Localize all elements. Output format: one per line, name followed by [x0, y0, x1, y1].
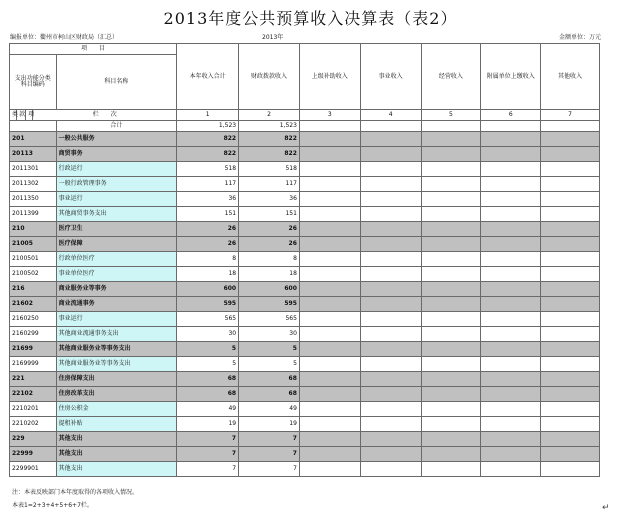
col-number-7: 7: [541, 110, 600, 121]
col-number-1: 1: [177, 110, 239, 121]
row-value-1: 68: [177, 372, 239, 387]
row-value-4: [360, 147, 421, 162]
row-value-2: 600: [239, 282, 300, 297]
row-value-4: [360, 267, 421, 282]
total-value-1: 1,523: [177, 121, 239, 132]
row-value-7: [541, 132, 600, 147]
row-value-7: [541, 252, 600, 267]
row-value-6: [481, 267, 541, 282]
row-code: 2100502: [10, 267, 57, 282]
row-name: 事业单位医疗: [56, 267, 177, 282]
row-name: 事业运行: [56, 192, 177, 207]
project-header: 项 目: [10, 44, 177, 55]
row-value-5: [421, 432, 481, 447]
col-header-6: 附属单位上缴收入: [481, 44, 541, 110]
name-header: 科目名称: [56, 55, 177, 110]
total-label: 合计: [56, 121, 177, 132]
row-code: 21699: [10, 342, 57, 357]
row-name: 其他支出: [56, 462, 177, 477]
row-code: 2210202: [10, 417, 57, 432]
row-value-3: [299, 207, 360, 222]
row-value-7: [541, 237, 600, 252]
row-value-4: [360, 297, 421, 312]
row-value-2: 7: [239, 447, 300, 462]
row-value-6: [481, 192, 541, 207]
table-row: [10, 192, 600, 207]
row-value-7: [541, 297, 600, 312]
col-number-2: 2: [239, 110, 300, 121]
row-value-7: [541, 387, 600, 402]
row-value-2: 36: [239, 192, 300, 207]
row-value-3: [299, 447, 360, 462]
row-name: 事业运行: [56, 312, 177, 327]
row-value-1: 36: [177, 192, 239, 207]
row-value-6: [481, 327, 541, 342]
level-xiang: 项: [26, 110, 33, 121]
table-row: [10, 402, 600, 417]
total-value-3: [299, 121, 360, 132]
row-value-2: 822: [239, 132, 300, 147]
header-row-project: [10, 44, 600, 55]
row-name: 住房改革支出: [56, 387, 177, 402]
row-value-2: 595: [239, 297, 300, 312]
row-value-4: [360, 372, 421, 387]
row-value-6: [481, 222, 541, 237]
row-name: 医疗保障: [56, 237, 177, 252]
row-value-7: [541, 402, 600, 417]
row-value-2: 18: [239, 267, 300, 282]
row-value-3: [299, 252, 360, 267]
row-value-1: 19: [177, 417, 239, 432]
col-header-7: 其他收入: [541, 44, 600, 110]
row-code: 2011350: [10, 192, 57, 207]
row-value-6: [481, 162, 541, 177]
table-row: [10, 207, 600, 222]
row-value-3: [299, 402, 360, 417]
row-name: 提租补贴: [56, 417, 177, 432]
table-row: [10, 447, 600, 462]
row-code: 2299901: [10, 462, 57, 477]
col-header-3: 上级补助收入: [299, 44, 360, 110]
row-value-3: [299, 132, 360, 147]
row-value-2: 117: [239, 177, 300, 192]
row-value-3: [299, 432, 360, 447]
row-value-4: [360, 207, 421, 222]
row-value-5: [421, 357, 481, 372]
row-value-5: [421, 207, 481, 222]
row-code: 210: [10, 222, 57, 237]
row-code: 2011301: [10, 162, 57, 177]
row-name: 其他支出: [56, 447, 177, 462]
row-name: 商业流通事务: [56, 297, 177, 312]
row-value-5: [421, 252, 481, 267]
table-row: [10, 267, 600, 282]
row-value-2: 518: [239, 162, 300, 177]
row-value-6: [481, 312, 541, 327]
row-value-6: [481, 237, 541, 252]
row-value-6: [481, 177, 541, 192]
row-value-1: 68: [177, 387, 239, 402]
row-value-7: [541, 357, 600, 372]
row-value-3: [299, 192, 360, 207]
header-row-levels: [10, 110, 600, 121]
row-value-4: [360, 162, 421, 177]
table-row: [10, 282, 600, 297]
row-value-7: [541, 372, 600, 387]
table-row: [10, 132, 600, 147]
row-value-2: 30: [239, 327, 300, 342]
row-value-7: [541, 432, 600, 447]
col-number-5: 5: [421, 110, 481, 121]
row-value-4: [360, 132, 421, 147]
row-name: 其他商业流通事务支出: [56, 327, 177, 342]
row-value-1: 26: [177, 222, 239, 237]
row-value-2: 49: [239, 402, 300, 417]
row-value-6: [481, 342, 541, 357]
table-row: [10, 147, 600, 162]
row-value-2: 151: [239, 207, 300, 222]
col-number-3: 3: [299, 110, 360, 121]
row-code: 2210201: [10, 402, 57, 417]
row-name: 商业服务业等事务: [56, 282, 177, 297]
row-value-1: 49: [177, 402, 239, 417]
total-value-6: [481, 121, 541, 132]
row-value-4: [360, 462, 421, 477]
row-value-2: 565: [239, 312, 300, 327]
table-row: [10, 387, 600, 402]
row-value-7: [541, 342, 600, 357]
row-value-1: 26: [177, 237, 239, 252]
row-value-7: [541, 162, 600, 177]
row-value-1: 518: [177, 162, 239, 177]
row-value-6: [481, 387, 541, 402]
total-row: [10, 121, 600, 132]
row-value-3: [299, 327, 360, 342]
row-value-5: [421, 402, 481, 417]
row-value-5: [421, 282, 481, 297]
amount-unit: 金额单位：万元: [558, 34, 601, 41]
col-number-6: 6: [481, 110, 541, 121]
row-code: 2169999: [10, 357, 57, 372]
row-value-1: 151: [177, 207, 239, 222]
row-value-5: [421, 372, 481, 387]
row-value-6: [481, 372, 541, 387]
row-value-3: [299, 162, 360, 177]
row-value-3: [299, 417, 360, 432]
report-year: 2013年: [262, 34, 284, 41]
row-value-5: [421, 132, 481, 147]
row-value-5: [421, 447, 481, 462]
row-value-7: [541, 192, 600, 207]
footer-note-2: 本表1=2+3+4+5+6+7栏。: [12, 502, 93, 509]
row-name: 商贸事务: [56, 147, 177, 162]
row-name: 住房保障支出: [56, 372, 177, 387]
row-name: 其他商业服务业等事务支出: [56, 342, 177, 357]
col-header-1: 本年收入合计: [177, 44, 239, 110]
row-value-1: 5: [177, 342, 239, 357]
table-row: [10, 297, 600, 312]
table-body: [10, 44, 600, 477]
row-value-4: [360, 282, 421, 297]
table-row: [10, 327, 600, 342]
row-value-2: 26: [239, 237, 300, 252]
row-value-3: [299, 462, 360, 477]
row-value-3: [299, 237, 360, 252]
row-value-3: [299, 297, 360, 312]
table-row: [10, 177, 600, 192]
total-value-7: [541, 121, 600, 132]
row-value-5: [421, 177, 481, 192]
row-name: 医疗卫生: [56, 222, 177, 237]
row-value-5: [421, 147, 481, 162]
row-value-4: [360, 342, 421, 357]
row-value-7: [541, 462, 600, 477]
row-code: 221: [10, 372, 57, 387]
row-value-7: [541, 282, 600, 297]
row-value-4: [360, 432, 421, 447]
total-value-5: [421, 121, 481, 132]
row-value-5: [421, 342, 481, 357]
paragraph-mark-icon: ↵: [602, 503, 610, 513]
row-value-1: 600: [177, 282, 239, 297]
table-row: [10, 312, 600, 327]
row-name: 行政运行: [56, 162, 177, 177]
row-code: 2011302: [10, 177, 57, 192]
row-value-2: 8: [239, 252, 300, 267]
row-value-5: [421, 237, 481, 252]
row-code: 2011399: [10, 207, 57, 222]
row-index-label: 栏 次: [33, 110, 177, 121]
code-header: 支出功能分类科目编码: [10, 55, 57, 110]
col-header-5: 经营收入: [421, 44, 481, 110]
row-name: 其他支出: [56, 432, 177, 447]
row-value-7: [541, 177, 600, 192]
row-value-1: 117: [177, 177, 239, 192]
col-header-4: 事业收入: [360, 44, 421, 110]
row-value-1: 8: [177, 252, 239, 267]
row-value-3: [299, 147, 360, 162]
row-value-5: [421, 327, 481, 342]
row-value-2: 822: [239, 147, 300, 162]
row-value-1: 565: [177, 312, 239, 327]
row-value-7: [541, 417, 600, 432]
row-code: 21005: [10, 237, 57, 252]
table-row: [10, 372, 600, 387]
row-value-3: [299, 312, 360, 327]
row-value-1: 30: [177, 327, 239, 342]
row-code: 2160299: [10, 327, 57, 342]
row-code: 2160250: [10, 312, 57, 327]
row-code: 20113: [10, 147, 57, 162]
row-value-4: [360, 312, 421, 327]
row-value-3: [299, 387, 360, 402]
row-value-6: [481, 357, 541, 372]
row-value-3: [299, 282, 360, 297]
row-value-5: [421, 417, 481, 432]
row-code: 216: [10, 282, 57, 297]
row-value-3: [299, 357, 360, 372]
row-value-5: [421, 462, 481, 477]
table-row: [10, 162, 600, 177]
row-value-1: 7: [177, 462, 239, 477]
table-row: [10, 357, 600, 372]
row-value-7: [541, 207, 600, 222]
row-value-7: [541, 267, 600, 282]
row-code: 2100501: [10, 252, 57, 267]
row-value-3: [299, 222, 360, 237]
row-value-2: 68: [239, 387, 300, 402]
reporting-unit: 编报单位：衢州市柯山区财政局（汇总）: [10, 34, 119, 41]
row-value-4: [360, 222, 421, 237]
row-value-2: 7: [239, 432, 300, 447]
row-value-3: [299, 342, 360, 357]
row-value-5: [421, 162, 481, 177]
row-value-2: 5: [239, 342, 300, 357]
row-value-5: [421, 387, 481, 402]
level-lei: 类: [10, 110, 17, 121]
footer-note-1: 注：本表反映部门本年度取得的各项收入情况。: [12, 489, 139, 496]
revenue-table: [9, 43, 600, 477]
row-value-5: [421, 267, 481, 282]
table-row: [10, 417, 600, 432]
row-value-6: [481, 432, 541, 447]
col-header-2: 财政拨款收入: [239, 44, 300, 110]
row-name: 其他商贸事务支出: [56, 207, 177, 222]
row-value-4: [360, 192, 421, 207]
row-code: 22102: [10, 387, 57, 402]
row-value-6: [481, 282, 541, 297]
row-value-6: [481, 252, 541, 267]
total-value-2: 1,523: [239, 121, 300, 132]
row-value-7: [541, 147, 600, 162]
row-value-4: [360, 357, 421, 372]
row-value-7: [541, 447, 600, 462]
row-value-2: 26: [239, 222, 300, 237]
row-code: 22999: [10, 447, 57, 462]
row-value-6: [481, 147, 541, 162]
level-kuan: 款: [17, 110, 26, 121]
row-value-1: 7: [177, 447, 239, 462]
row-value-2: 7: [239, 462, 300, 477]
row-value-7: [541, 312, 600, 327]
row-value-4: [360, 177, 421, 192]
row-value-1: 822: [177, 132, 239, 147]
row-value-6: [481, 447, 541, 462]
row-code: 229: [10, 432, 57, 447]
row-value-6: [481, 132, 541, 147]
row-value-3: [299, 177, 360, 192]
row-value-1: 18: [177, 267, 239, 282]
row-value-2: 19: [239, 417, 300, 432]
row-value-2: 68: [239, 372, 300, 387]
row-name: 一般行政管理事务: [56, 177, 177, 192]
row-value-6: [481, 462, 541, 477]
row-name: 一般公共服务: [56, 132, 177, 147]
row-name: 行政单位医疗: [56, 252, 177, 267]
row-value-5: [421, 312, 481, 327]
row-value-3: [299, 372, 360, 387]
row-code: 21602: [10, 297, 57, 312]
row-value-5: [421, 222, 481, 237]
row-value-4: [360, 327, 421, 342]
row-value-5: [421, 192, 481, 207]
report-title: 2013年度公共预算收入决算表（表2）: [163, 9, 458, 28]
table-row: [10, 237, 600, 252]
row-value-7: [541, 222, 600, 237]
table-row: [10, 222, 600, 237]
table-row: [10, 462, 600, 477]
total-value-4: [360, 121, 421, 132]
row-code: 201: [10, 132, 57, 147]
table-row: [10, 342, 600, 357]
row-value-4: [360, 387, 421, 402]
row-value-1: 5: [177, 357, 239, 372]
row-value-4: [360, 402, 421, 417]
row-value-6: [481, 417, 541, 432]
row-value-7: [541, 327, 600, 342]
row-value-4: [360, 237, 421, 252]
row-name: 住房公积金: [56, 402, 177, 417]
row-value-3: [299, 267, 360, 282]
table-row: [10, 432, 600, 447]
row-value-4: [360, 417, 421, 432]
row-name: 其他商业服务业等事务支出: [56, 357, 177, 372]
row-value-6: [481, 402, 541, 417]
row-value-4: [360, 447, 421, 462]
row-value-5: [421, 297, 481, 312]
row-value-1: 595: [177, 297, 239, 312]
row-value-2: 5: [239, 357, 300, 372]
row-value-1: 7: [177, 432, 239, 447]
row-value-4: [360, 252, 421, 267]
row-value-1: 822: [177, 147, 239, 162]
row-value-6: [481, 297, 541, 312]
col-number-4: 4: [360, 110, 421, 121]
table-row: [10, 252, 600, 267]
row-value-6: [481, 207, 541, 222]
